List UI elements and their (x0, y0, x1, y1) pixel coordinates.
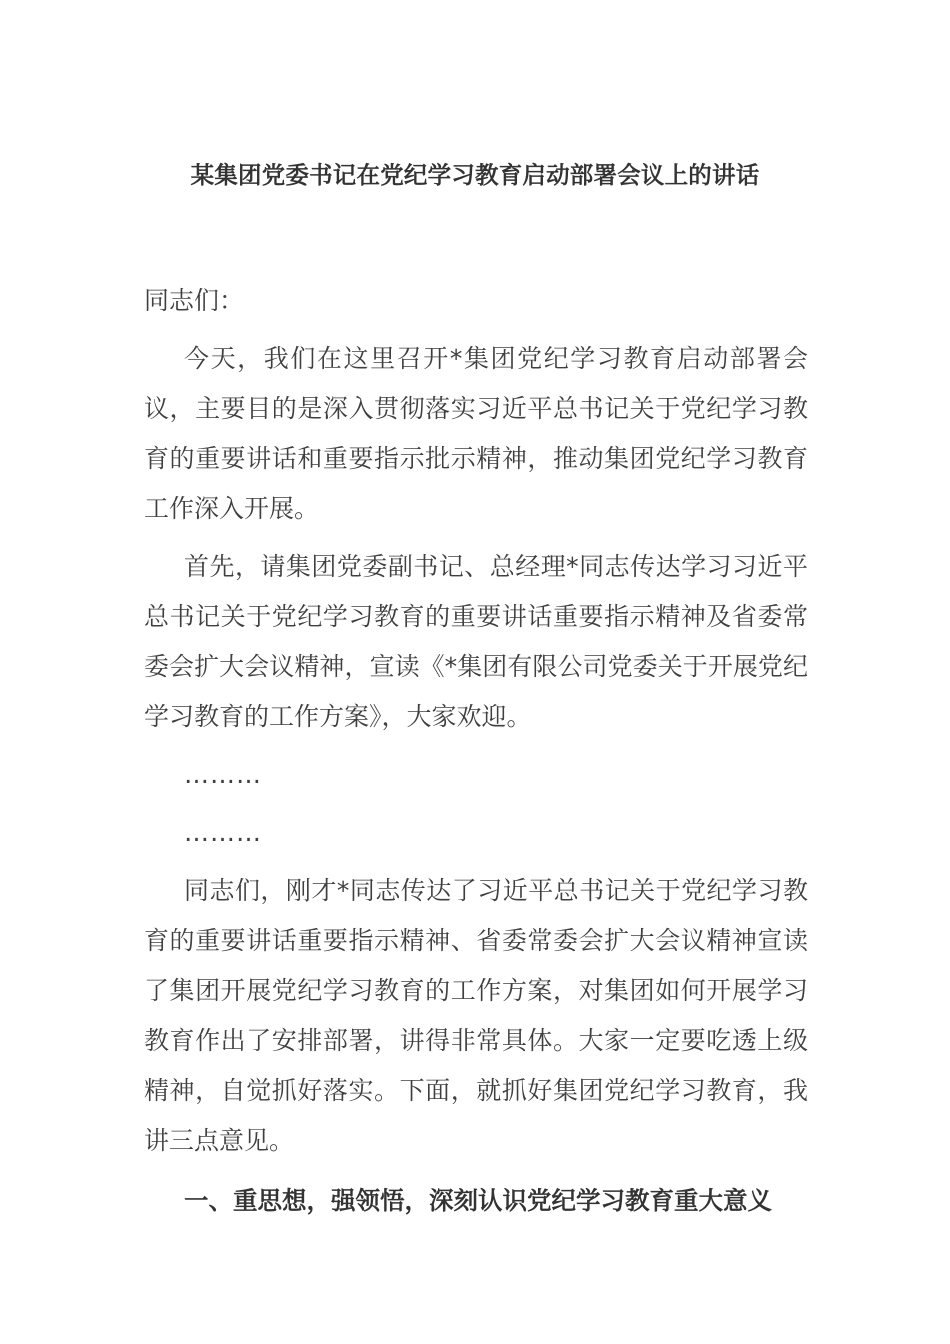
document-body (144, 276, 808, 1228)
paragraph-opening: 今天，我们在这里召开*集团党纪学习教育启动部署会议，主要目的是深入贯彻落实习近平总书记关于党纪学习教育的重要讲话和重要指示批示精神，推动集团党纪学习教育工作深入开展。 (144, 344, 808, 523)
greeting: 同志们： (144, 286, 245, 315)
ellipsis-line: ……… (184, 760, 262, 789)
section-heading: 一、重思想，强领悟，深刻认识党纪学习教育重大意义 (184, 1186, 772, 1215)
ellipsis-line: ……… (184, 818, 262, 847)
document-title: 某集团党委书记在党纪学习教育启动部署会议上的讲话 (190, 161, 760, 189)
paragraph-agenda: 首先，请集团党委副书记、总经理*同志传达学习习近平总书记关于党纪学习教育的重要讲话重要指示精神及省委常委会扩大会议精神，宣读《*集团有限公司党委关于开展党纪学习教育的工作方案》，大家欢迎。 (144, 552, 808, 731)
paragraph-summary: 同志们，刚才*同志传达了习近平总书记关于党纪学习教育的重要讲话重要指示精神、省委常委会扩大会议精神宣读了集团开展党纪学习教育的工作方案，对集团如何开展学习教育作出了安排部署，讲得非常具体。大家一定要吃透上级精神，自觉抓好落实。下面，就抓好集团党纪学习教育，我讲三点意见。 (144, 876, 808, 1155)
